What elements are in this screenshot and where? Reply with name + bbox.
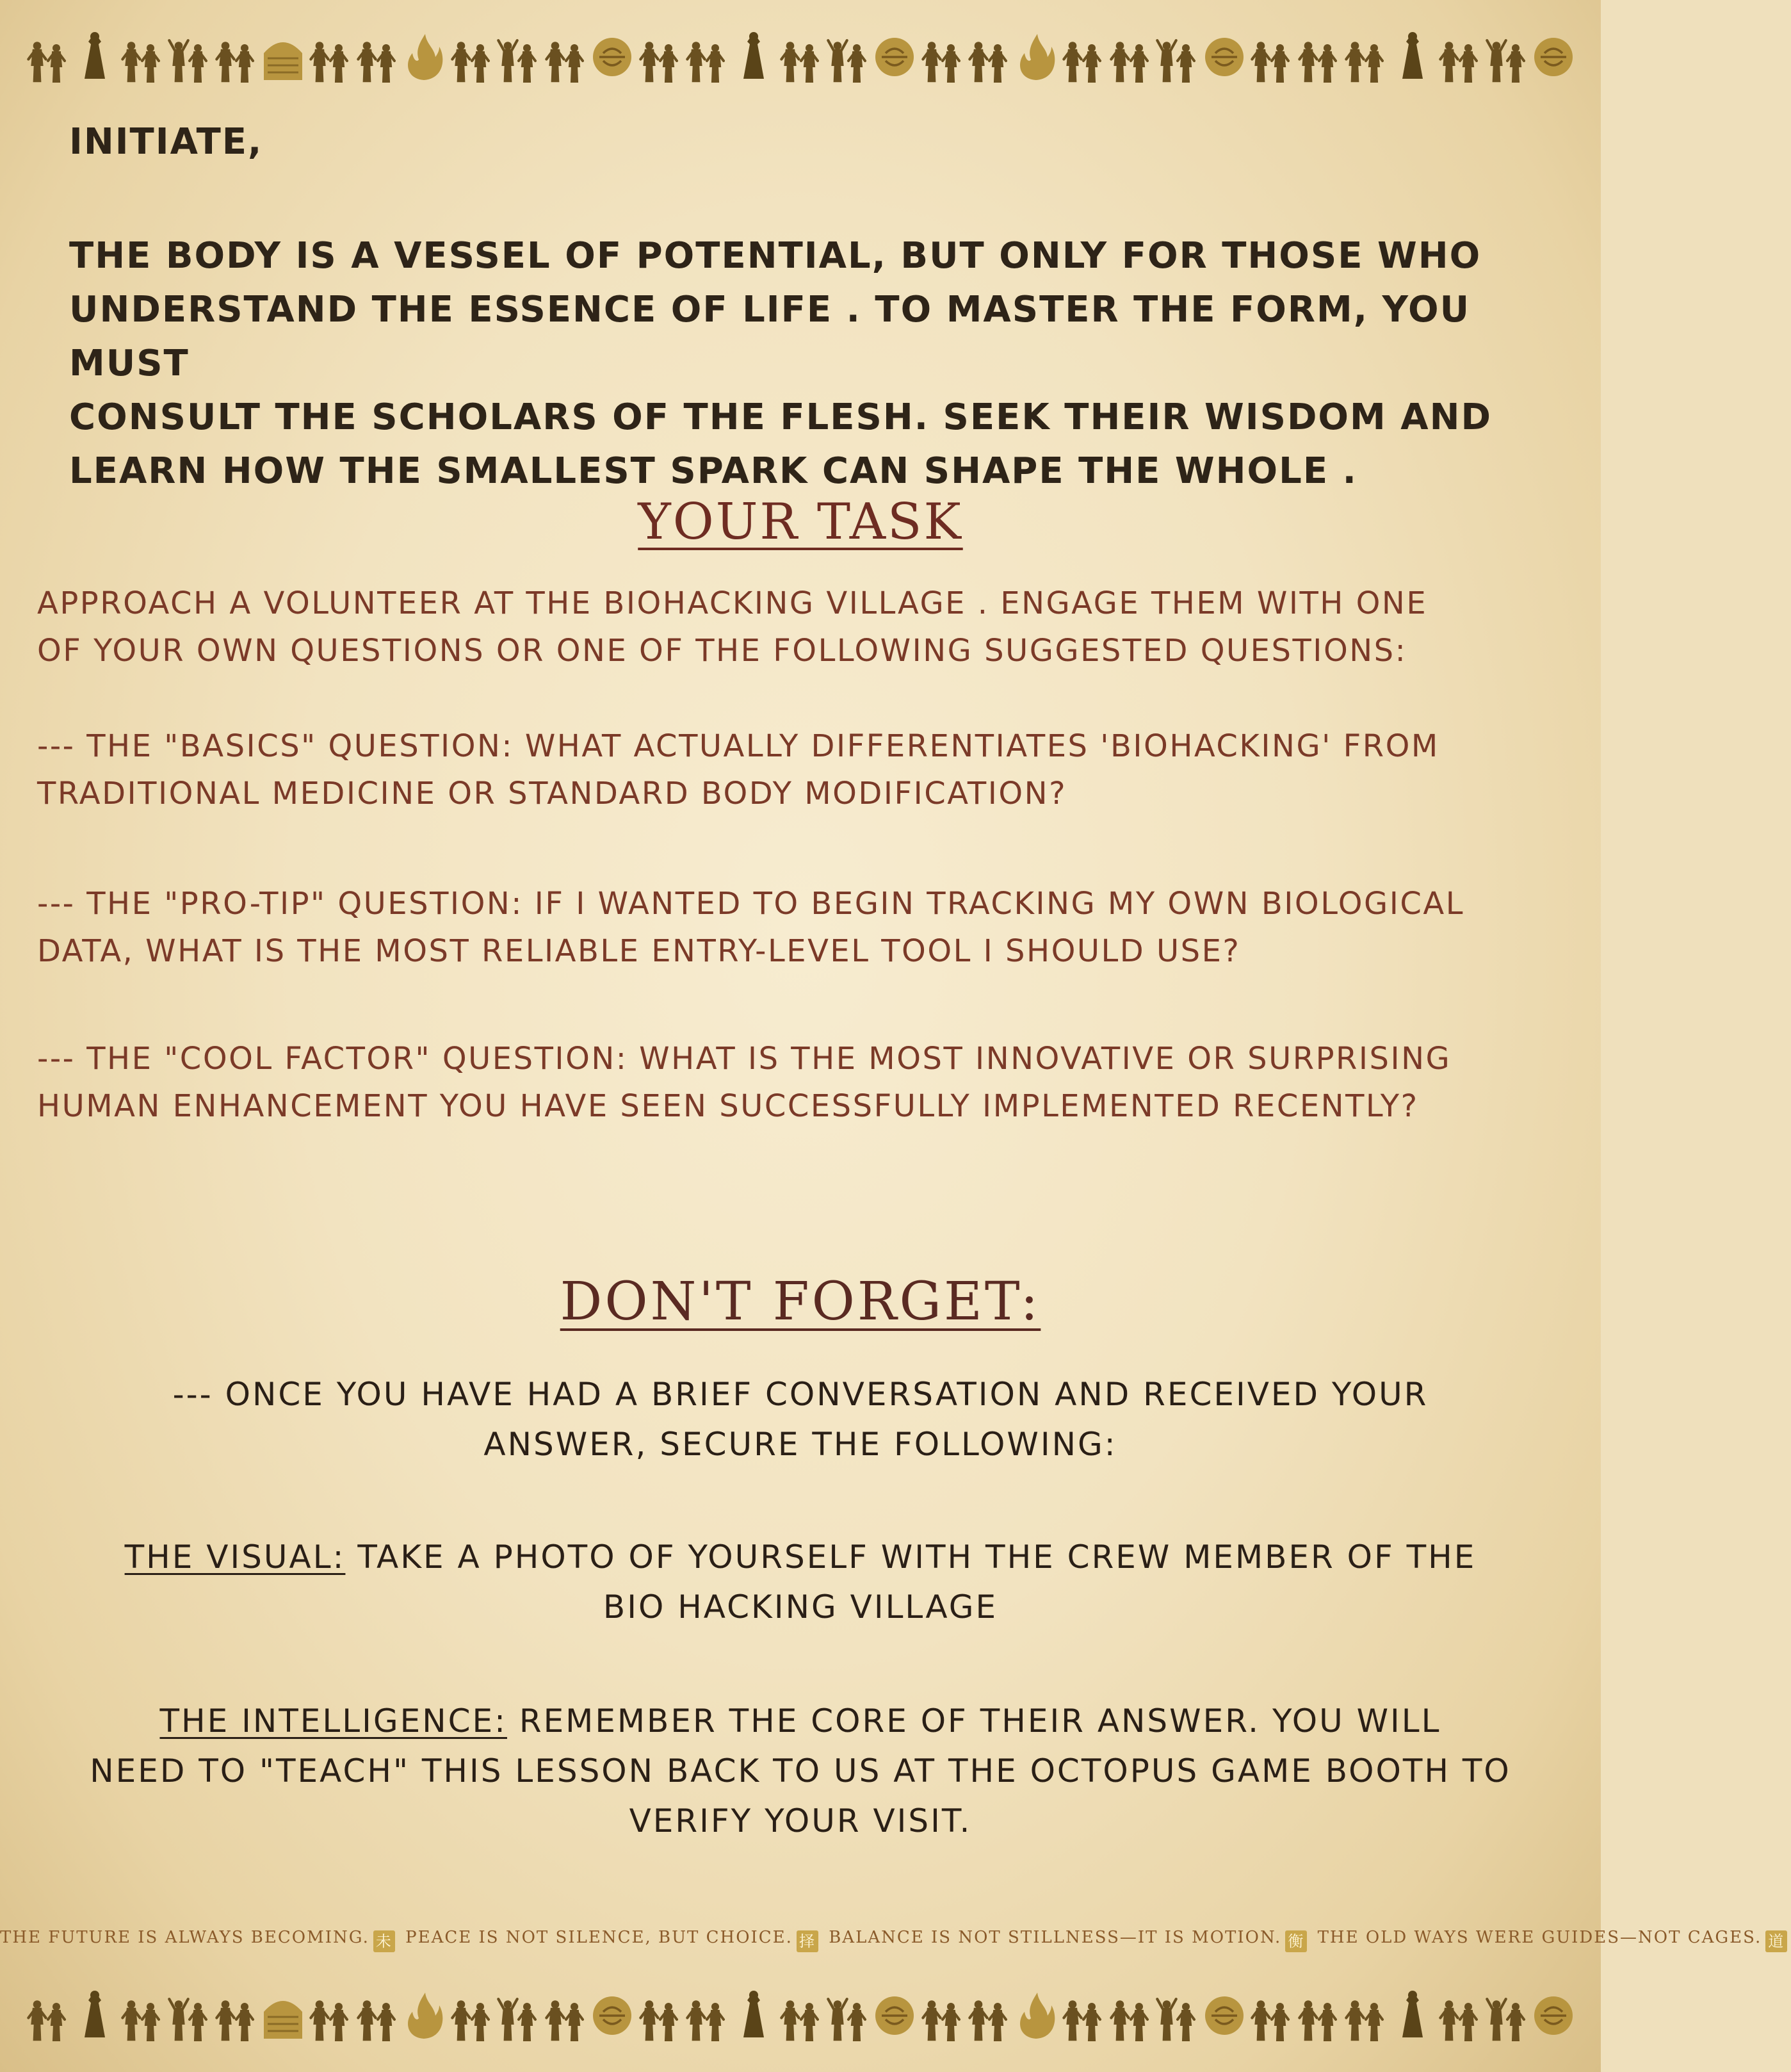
question-line: DATA, WHAT IS THE MOST RELIABLE ENTRY-LEVEL TOOL I SHOULD USE? <box>37 933 1241 969</box>
saying: BALANCE IS NOT STILLNESS—IT IS MOTION. <box>829 1928 1282 1947</box>
people-icon <box>1249 1986 1293 2044</box>
people-icon <box>1438 1986 1481 2044</box>
people-icon <box>355 1986 399 2044</box>
ornamental-border-bottom <box>26 1984 1575 2046</box>
people-icon <box>544 28 587 85</box>
people-icon <box>214 28 257 85</box>
intro-line: LEARN HOW THE SMALLEST SPARK CAN SHAPE THE WHOLE . <box>69 450 1357 492</box>
fan-tokens-icon <box>261 1986 305 2044</box>
people-icon <box>1108 1986 1152 2044</box>
people-arms-up-icon <box>496 28 540 85</box>
people-icon <box>214 1986 257 2044</box>
pillar-figure-icon <box>1391 28 1434 85</box>
people-icon <box>26 1986 69 2044</box>
intelligence-text: REMEMBER THE CORE OF THEIR ANSWER. YOU WILL <box>507 1702 1441 1740</box>
people-icon <box>1343 1986 1387 2044</box>
saying: THE FUTURE IS ALWAYS BECOMING. <box>0 1928 369 1947</box>
seal-icon: 未 <box>373 1930 395 1952</box>
question-line: HUMAN ENHANCEMENT YOU HAVE SEEN SUCCESSFULLY IMPLEMENTED RECENTLY? <box>37 1088 1419 1124</box>
task-heading: YOUR TASK <box>638 493 963 551</box>
intelligence-label: THE INTELLIGENCE: <box>159 1702 507 1740</box>
question-cool-factor <box>37 1035 1574 1130</box>
reminder-instructions <box>64 1369 1537 1469</box>
people-icon <box>450 28 493 85</box>
swirl-medallion-icon <box>590 1986 634 2044</box>
reminder-heading: DON'T FORGET: <box>560 1271 1041 1332</box>
pillar-figure-icon <box>73 1986 117 2044</box>
intro-line: CONSULT THE SCHOLARS OF THE FLESH. SEEK THEIR WISDOM AND <box>69 396 1492 438</box>
people-arms-up-icon <box>826 28 870 85</box>
pillar-figure-icon <box>1391 1986 1434 2044</box>
footer-sayings <box>0 1928 1785 1952</box>
question-line: --- THE "PRO-TIP" QUESTION: IF I WANTED TO BEGIN TRACKING MY OWN BIOLOGICAL <box>37 886 1464 922</box>
reminder-line: ANSWER, SECURE THE FOLLOWING: <box>483 1426 1117 1463</box>
saying: THE OLD WAYS WERE GUIDES—NOT CAGES. <box>1317 1928 1762 1947</box>
people-icon <box>1249 28 1293 85</box>
visual-text: TAKE A PHOTO OF YOURSELF WITH THE CREW MEMBER OF THE <box>345 1538 1477 1576</box>
people-icon <box>1297 1986 1340 2044</box>
people-icon <box>1108 28 1152 85</box>
swirl-medallion-icon <box>1203 1986 1246 2044</box>
people-icon <box>685 28 728 85</box>
people-icon <box>120 1986 163 2044</box>
saying: PEACE IS NOT SILENCE, BUT CHOICE. <box>405 1928 793 1947</box>
seal-icon: 择 <box>797 1930 818 1952</box>
people-arms-up-icon <box>167 28 211 85</box>
people-icon <box>638 28 681 85</box>
people-icon <box>779 28 822 85</box>
people-arms-up-icon <box>496 1986 540 2044</box>
people-icon <box>1061 1986 1105 2044</box>
people-icon <box>120 28 163 85</box>
people-icon <box>1061 28 1105 85</box>
swirl-medallion-icon <box>873 1986 916 2044</box>
flame-icon <box>1014 1986 1058 2044</box>
swirl-medallion-icon <box>1532 1986 1575 2044</box>
people-icon <box>779 1986 822 2044</box>
salutation: INITIATE, <box>69 121 263 163</box>
intro-paragraph <box>69 229 1542 498</box>
task-intro <box>37 580 1574 674</box>
people-icon <box>308 1986 352 2044</box>
visual-text-line: BIO HACKING VILLAGE <box>603 1588 998 1626</box>
swirl-medallion-icon <box>873 28 916 85</box>
people-icon <box>920 1986 964 2044</box>
people-arms-up-icon <box>1155 1986 1199 2044</box>
people-icon <box>1438 28 1481 85</box>
intro-line: THE BODY IS A VESSEL OF POTENTIAL, BUT ONLY FOR THOSE WHO <box>69 235 1482 277</box>
flame-icon <box>402 1986 446 2044</box>
people-arms-up-icon <box>1485 28 1528 85</box>
people-icon <box>544 1986 587 2044</box>
task-intro-line: APPROACH A VOLUNTEER AT THE BIOHACKING VILLAGE . ENGAGE THEM WITH ONE <box>37 585 1428 621</box>
people-arms-up-icon <box>1485 1986 1528 2044</box>
fan-tokens-icon <box>261 28 305 85</box>
people-icon <box>638 1986 681 2044</box>
swirl-medallion-icon <box>590 28 634 85</box>
intelligence-text-line: VERIFY YOUR VISIT. <box>629 1802 972 1840</box>
people-icon <box>1297 28 1340 85</box>
visual-step <box>64 1532 1537 1632</box>
people-icon <box>685 1986 728 2044</box>
people-icon <box>920 28 964 85</box>
question-basics <box>37 722 1574 817</box>
reminder-line: --- ONCE YOU HAVE HAD A BRIEF CONVERSATION AND RECEIVED YOUR <box>172 1376 1429 1413</box>
visual-label: THE VISUAL: <box>124 1538 346 1576</box>
swirl-medallion-icon <box>1532 28 1575 85</box>
pillar-figure-icon <box>73 28 117 85</box>
seal-icon: 道 <box>1765 1930 1787 1952</box>
people-arms-up-icon <box>1155 28 1199 85</box>
question-line: --- THE "COOL FACTOR" QUESTION: WHAT IS THE MOST INNOVATIVE OR SURPRISING <box>37 1041 1452 1077</box>
pillar-figure-icon <box>732 1986 775 2044</box>
question-line: --- THE "BASICS" QUESTION: WHAT ACTUALLY DIFFERENTIATES 'BIOHACKING' FROM <box>37 728 1439 764</box>
swirl-medallion-icon <box>1203 28 1246 85</box>
question-line: TRADITIONAL MEDICINE OR STANDARD BODY MODIFICATION? <box>37 776 1067 812</box>
pillar-figure-icon <box>732 28 775 85</box>
task-intro-line: OF YOUR OWN QUESTIONS OR ONE OF THE FOLLOWING SUGGESTED QUESTIONS: <box>37 633 1407 669</box>
seal-icon: 衡 <box>1285 1930 1307 1952</box>
people-icon <box>450 1986 493 2044</box>
flame-icon <box>1014 28 1058 85</box>
people-icon <box>308 28 352 85</box>
people-icon <box>967 1986 1010 2044</box>
people-icon <box>355 28 399 85</box>
people-icon <box>26 28 69 85</box>
intelligence-step <box>64 1696 1537 1846</box>
question-pro-tip <box>37 880 1574 975</box>
flame-icon <box>402 28 446 85</box>
ornamental-border-top <box>26 26 1575 87</box>
people-icon <box>967 28 1010 85</box>
intelligence-text-line: NEED TO "TEACH" THIS LESSON BACK TO US AT THE OCTOPUS GAME BOOTH TO <box>90 1752 1511 1790</box>
intro-line: UNDERSTAND THE ESSENCE OF LIFE . TO MASTER THE FORM, YOU MUST <box>69 289 1471 384</box>
people-arms-up-icon <box>826 1986 870 2044</box>
people-arms-up-icon <box>167 1986 211 2044</box>
people-icon <box>1343 28 1387 85</box>
